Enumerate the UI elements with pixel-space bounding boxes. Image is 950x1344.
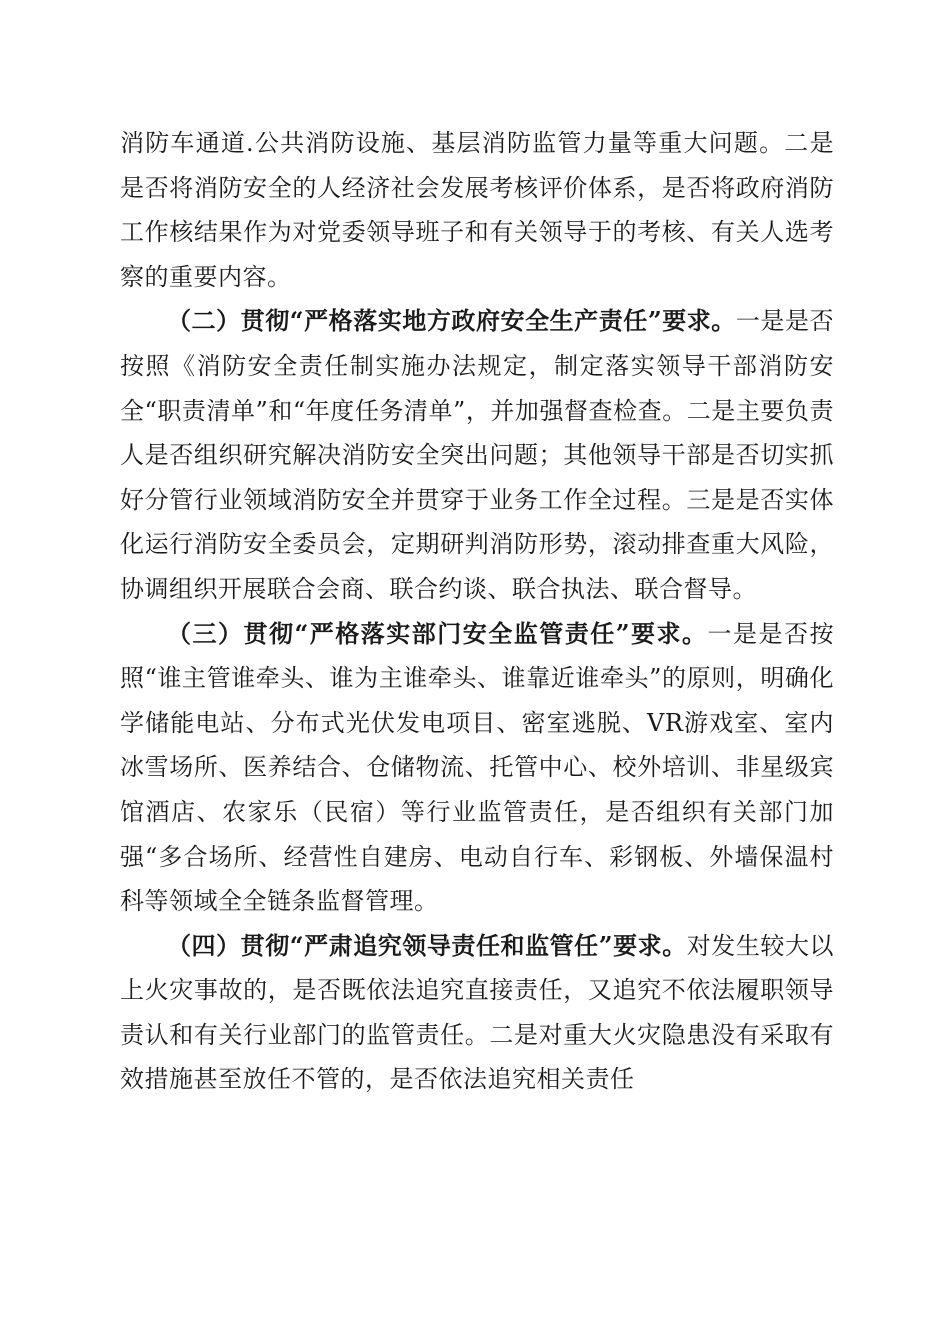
paragraph-2-body: 一是是否按照《消防安全责任制实施办法规定，制定落实领导干部消防安全“职责清单”和“年度任务清单”，并加强督查检查。二是主要负责人是否组织研究解决消防安全突出问题；其他领导干部是否切实抓好分管行业领域消防安全并贯穿于业务工作全过程。三是是否实体化运行消防安全委员会，定期研判消防形势，滚动排查重大风险，协调组织开展联合会商、联合约谈、联合执法、联合督导。 bbox=[120, 307, 834, 603]
document-page bbox=[120, 121, 834, 1102]
paragraph-1-body: 消防车通道.公共消防设施、基层消防监管力量等重大问题。二是是否将消防安全的人经济社会发展考核评价体系，是否将政府消防工作核结果作为对党委领导班子和有关领导于的考核、有关人选考察的重要内容。 bbox=[120, 129, 834, 291]
paragraph-4 bbox=[120, 924, 834, 1102]
paragraph-3-body: 一是是否按照“谁主管谁牵头、谁为主谁牵头、谁靠近谁牵头”的原则，明确化学储能电站、分布式光伏发电项目、密室逃脱、VR游戏室、室内冰雪场所、医养结合、仓储物流、托管中心、校外培训、非星级宾馆酒店、农家乐（民宿）等行业监管责任，是否组织有关部门加强“多合场所、经营性自建房、电动自行车、彩钢板、外墙保温村科等领域全全链条监督管理。 bbox=[120, 619, 834, 916]
paragraph-3 bbox=[120, 612, 834, 924]
paragraph-2 bbox=[120, 299, 834, 611]
paragraph-4-heading: （四）贯彻“严肃追究领导责任和监管任”要求。 bbox=[167, 930, 687, 960]
paragraph-1 bbox=[120, 121, 834, 299]
paragraph-2-heading: （二）贯彻“严格落实地方政府安全生产责任”要求。 bbox=[167, 306, 736, 336]
paragraph-3-heading: （三）贯彻“严格落实部门安全监管责任”要求。 bbox=[167, 618, 708, 648]
paragraph-4-body: 对发生较大以上火灾事故的，是否既依法追究直接责任，又追究不依法履职领导责认和有关行业部门的监管责任。二是对重大火灾隐患没有采取有效措施甚至放任不管的，是否依法追究相关责任 bbox=[120, 931, 835, 1094]
